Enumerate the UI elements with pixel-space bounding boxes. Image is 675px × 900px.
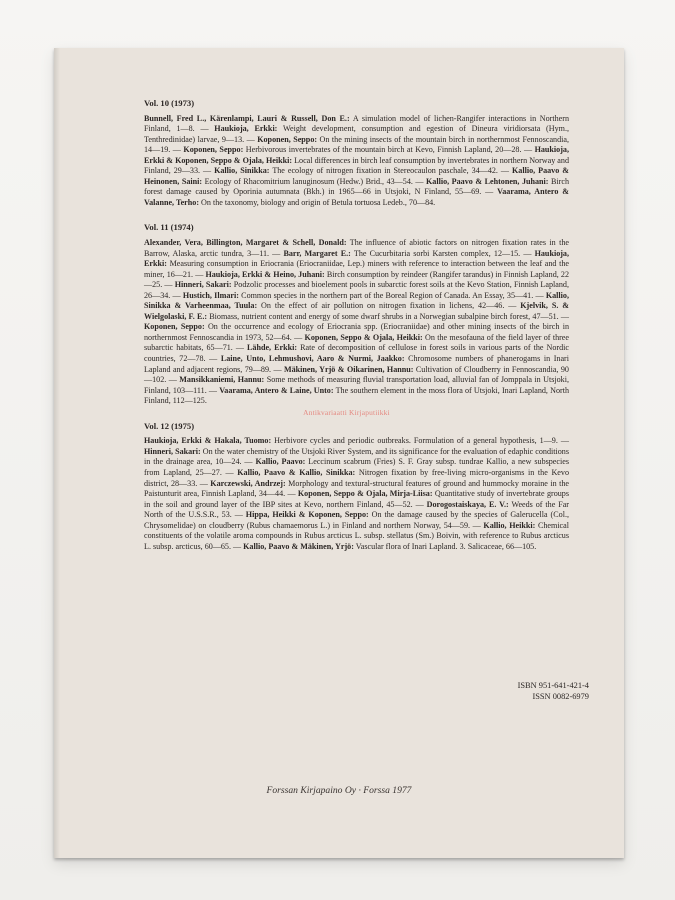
entry-text: Common species in the northern part of the Boreal Region of Canada. An Essay, 35—41. — bbox=[238, 290, 546, 300]
entry-authors: Kallio, Paavo: bbox=[255, 457, 306, 467]
entry-authors: Karczewski, Andrzej: bbox=[210, 478, 286, 488]
entry-text: Leccinum scabrum (Fries) S. F. Gray subsp. tundrae Kallio, a new subspecies from Lapland, 25—27. — bbox=[144, 457, 569, 477]
entry-text: Quantitative study of invertebrate groups in the soil and ground layer of the IBP sites at Kevo, northern Finland, 45—52. — bbox=[144, 489, 569, 509]
entry-authors: Hippa, Heikki & Koponen, Seppo: bbox=[245, 510, 369, 520]
printer-imprint: Forssan Kirjapaino Oy · Forssa 1977 bbox=[266, 785, 412, 796]
entry-authors: Mäkinen, Yrjö & Oikarinen, Hannu: bbox=[283, 364, 414, 374]
entry-text: Nitrogen fixation by free-living micro-organisms in the Kevo district, 28—33. — bbox=[144, 467, 569, 488]
isbn-number: ISBN 951-641-421-4 bbox=[517, 681, 589, 690]
volume-heading: Vol. 11 (1974) bbox=[144, 222, 194, 233]
entry-authors: Koponen, Seppo: bbox=[183, 145, 244, 155]
volume-entries bbox=[144, 238, 569, 407]
entry-text: On the water chemistry of the Utsjoki River System, and its significance for the evaluation of edaphic conditions in the drainage area, 10—24. — bbox=[144, 446, 570, 467]
entry-text: The Cucurbitaria sorbi Karsten complex, 12—15. — bbox=[350, 248, 535, 258]
entry-authors: Kallio, Paavo & Mäkinen, Yrjö: bbox=[243, 541, 354, 551]
volume-11-section bbox=[144, 222, 569, 406]
entry-authors: Haukioja, Erkki & Heino, Juhani: bbox=[205, 269, 325, 279]
entry-text: Birch forest damage caused by Oporinia autumnata (Bkh.) in 1965—66 in Utsjoki, N Finland, 55—69. — bbox=[144, 176, 569, 197]
entry-text: On the effect of air pollution on nitrogen fixation in lichens, 42—46. — bbox=[257, 301, 521, 311]
volume-entries bbox=[144, 114, 569, 209]
volume-10-section bbox=[144, 98, 569, 208]
entry-text: The ecology of nitrogen fixation in Stereocaulon paschale, 34—42. — bbox=[269, 166, 512, 176]
entry-authors: Barr, Margaret E.: bbox=[283, 248, 351, 258]
entry-authors: Mansikkaniemi, Hannu: bbox=[179, 375, 265, 385]
entry-authors: Haukioja, Erkki & Hakala, Tuomo: bbox=[144, 436, 272, 446]
entry-authors: Kallio, Heikki: bbox=[483, 520, 536, 530]
entry-text: Chemical constituents of the volatile aroma compounds in Rubus arcticus L. subsp. stellatus (Sm.) Boivin, with reference to Rubus arcticus L. subsp. arcticus, 60—65. — bbox=[144, 520, 569, 551]
entry-text: Ecology of Rhacomitrium lanuginosum (Hedw.) Brid., 43—54. — bbox=[202, 176, 427, 186]
entry-authors: Alexander, Vera, Billington, Margaret & Schell, Donald: bbox=[144, 238, 347, 248]
entry-authors: Kallio, Sinikka & Varheenmaa, Tuula: bbox=[144, 290, 569, 311]
entry-authors: Koponen, Seppo & Ojala, Mirja-Liisa: bbox=[297, 489, 433, 499]
issn-number: ISSN 0082-6979 bbox=[532, 692, 589, 701]
volume-entries bbox=[144, 436, 569, 552]
volume-heading: Vol. 12 (1975) bbox=[144, 420, 195, 431]
entry-authors: Koponen, Seppo & Ojala, Heikki: bbox=[304, 332, 423, 342]
entry-text: Morphology and textural-structural features of ground and hummocky moraine in the Paistunturit area, Finnish Lapland, 34—44. — bbox=[144, 478, 569, 499]
entry-text: On the mining insects of the mountain birch in northernmost Fennoscandia, 14—19. — bbox=[144, 134, 569, 155]
book-back-cover bbox=[54, 48, 624, 858]
entry-text: Local differences in birch leaf consumption by invertebrates in northern Norway and Finland, 29—33. — bbox=[144, 155, 569, 176]
entry-authors: Dorogostaiskaya, E. V.: bbox=[426, 499, 509, 509]
entry-authors: Lähde, Erkki: bbox=[247, 343, 298, 353]
entry-authors: Kallio, Paavo & Lehtonen, Juhani: bbox=[426, 176, 549, 186]
entry-text: Cultivation of Cloudberry in Fennoscandia, 90—102. — bbox=[144, 364, 569, 385]
entry-text: Measuring consumption in Eriocrania (Eriocraniidae, Lep.) miners with reference to interaction between the leaf and the miner, 16—21. — bbox=[144, 259, 569, 279]
volume-heading: Vol. 10 (1973) bbox=[144, 98, 195, 108]
entry-text: Chromosome numbers of phanerogams in Inari Lapland and adjacent regions, 79—89. — bbox=[144, 354, 569, 374]
volume-12-section bbox=[144, 421, 569, 553]
spine-shadow bbox=[54, 48, 60, 858]
entry-authors: Koponen, Seppo: bbox=[257, 134, 318, 144]
entry-authors: Kallio, Paavo & Heinonen, Saini: bbox=[144, 166, 569, 186]
entry-authors: Koponen, Seppo: bbox=[144, 322, 205, 332]
entry-text: The southern element in the moss flora of Utsjoki, Inari Lapland, North Finland, 112—125. bbox=[144, 385, 570, 406]
entry-authors: Bunnell, Fred L., Kärenlampi, Lauri & Russell, Don E.: bbox=[144, 113, 350, 123]
entry-authors: Vaarama, Antero & Laine, Unto: bbox=[219, 385, 334, 395]
entry-text: Vascular flora of Inari Lapland. 3. Salicaceae, 66—105. bbox=[353, 541, 537, 551]
entry-authors: Kjelvik, S. & Wielgolaski, F. E.: bbox=[144, 301, 569, 321]
entry-authors: Laine, Unto, Lehmushovi, Aaro & Nurmi, Jaakko: bbox=[220, 354, 405, 364]
entry-text: Weight development, consumption and egestion of Dineura viridiorsata (Hym., Tenthredinidae) larvae, 9—13. — bbox=[144, 124, 569, 144]
entry-text: On the occurrence and ecology of Eriocrania spp. (Eriocraniidae) and other mining insects of the birch in northernmost Fennoscandia in 1973, 52—64. — bbox=[144, 322, 569, 342]
entry-text: Herbivore cycles and periodic outbreaks. Formulation of a general hypothesis, 1—9. — bbox=[271, 436, 569, 446]
entry-text: The influence of abiotic factors on nitrogen fixation rates in the Barrow, Alaska, arctic tundra, 3—11. — bbox=[144, 238, 570, 258]
entry-text: Birch consumption by reindeer (Rangifer tarandus) in Finnish Lapland, 22—25. — bbox=[144, 269, 570, 290]
identifier-block bbox=[449, 680, 589, 702]
publication-list bbox=[144, 98, 569, 566]
entry-authors: Hustich, Ilmari: bbox=[182, 290, 239, 300]
entry-authors: Haukioja, Erkki: bbox=[144, 248, 570, 269]
entry-authors: Kallio, Paavo & Kallio, Sinikka: bbox=[237, 467, 356, 477]
entry-text: A simulation model of lichen-Rangifer interactions in Northern Finland, 1—8. — bbox=[144, 113, 569, 134]
entry-text: Podzolic processes and bioelement pools in subarctic forest soils at the Kevo Station, Finnish Lapland, 26—34. — bbox=[144, 280, 569, 300]
entry-authors: Hinneri, Sakari: bbox=[144, 446, 201, 456]
entry-text: On the taxonomy, biology and origin of Betula tortuosa Ledeb., 70—84. bbox=[199, 197, 436, 207]
seller-watermark: Antikvariaatti Kirjaputiikki bbox=[303, 408, 390, 417]
entry-authors: Hinneri, Sakari: bbox=[174, 280, 232, 290]
entry-text: Rate of decomposition of cellulose in forest soils in various parts of the Nordic countries, 72—78. — bbox=[144, 343, 569, 364]
entry-authors: Haukioja, Erkki & Koponen, Seppo & Ojala, Heikki: bbox=[144, 145, 569, 165]
entry-text: Some methods of measuring fluvial transportation load, alluvial fan of Jomppala in Utsjoki, Finland, 103—111. — bbox=[144, 375, 569, 395]
entry-text: On the damage caused by the species of Galerucella (Col., Chrysomelidae) on cloudberry (Rubus chamaemorus L.) in Finland and northern Norway, 54—59. — bbox=[144, 510, 569, 530]
entry-text: Weeds of the Far North of the U.S.S.R., 53. — bbox=[144, 499, 569, 520]
entry-authors: Vaarama, Antero & Valanne, Terho: bbox=[144, 187, 569, 207]
entry-authors: Haukioja, Erkki: bbox=[214, 124, 278, 134]
entry-authors: Kallio, Sinikka: bbox=[214, 166, 270, 176]
entry-text: Herbivorous invertebrates of the mountain birch at Kevo, Finnish Lapland, 20—28. — bbox=[243, 145, 535, 155]
entry-text: Biomass, nutrient content and energy of some dwarf shrubs in a Norwegian subalpine birch forest, 47—51. — bbox=[207, 311, 569, 321]
entry-text: On the mesofauna of the field layer of three subarctic habitats, 65—71. — bbox=[144, 332, 569, 353]
